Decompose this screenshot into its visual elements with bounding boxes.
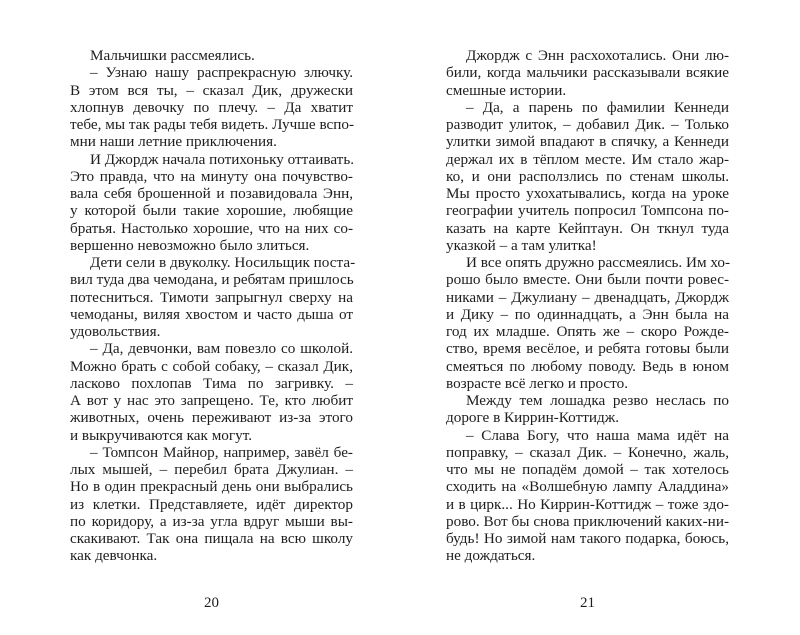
text-line: Дети сели в двуколку. Носильщик поста- — [90, 254, 356, 271]
text-line: что мы не попадём домой – так хотелось — [446, 461, 729, 478]
text-line: возрасте всё легко и просто. — [446, 374, 629, 392]
text-line: – Узнаю нашу распрекрасную злючку. — [90, 64, 353, 82]
text-line: А вот у нас это запрещено. Те, кто любит — [70, 392, 353, 409]
paragraph — [70, 151, 353, 255]
page-number-right: 21 — [580, 595, 595, 611]
paragraph — [70, 254, 356, 340]
text-line: – Да, а парень по фамилии Кеннеди — [466, 98, 729, 116]
left-page-text — [70, 47, 356, 565]
text-line: животных, очень переживают из-за этого — [70, 409, 353, 427]
text-line: и в цирк... Но Киррин-Коттидж – тоже здо- — [446, 495, 729, 513]
text-line: вала себя брошенной и позавидовала Энн, — [70, 185, 353, 202]
text-line: скакивают. Так она пищала на всю школу — [70, 530, 353, 547]
text-line: держал их в тёплом месте. Им стало жар- — [446, 150, 729, 168]
page-number-left: 20 — [204, 595, 219, 611]
text-line: ство, время весёлое, и ребята готовы были — [446, 340, 729, 358]
text-line: – Томпсон Майнор, например, завёл бе- — [90, 443, 353, 461]
text-line: вил туда два чемодана, и ребятам пришлось — [70, 271, 354, 289]
text-line: удовольствия. — [70, 323, 161, 340]
text-line: Мальчишки рассмеялись. — [90, 47, 255, 64]
text-line: разводит улиток, – добавил Дик. – Только — [446, 116, 729, 133]
text-line: Мы просто ухохатывались, когда на уроке — [446, 185, 729, 202]
text-line: чемоданы, виляя хвостом и часто дыша от — [70, 305, 353, 323]
text-line: и выкручиваются как могут. — [70, 426, 253, 444]
text-line: ласково похлопав Тима по загривку. – — [70, 374, 353, 392]
text-line: И все опять дружно рассмеялись. Им хо- — [466, 254, 731, 271]
text-line: Но в один прекрасный день они выбрались — [70, 478, 353, 496]
text-line: Между тем лошадка резво неслась по — [466, 392, 729, 409]
text-line: у которой были такие хорошие, любящие — [70, 202, 353, 220]
text-line: как девчонка. — [70, 547, 158, 565]
text-line: потесниться. Тимоти запрыгнул сверху на — [70, 288, 353, 306]
text-line: поправку, – сказал Дик. – Конечно, жаль, — [446, 443, 729, 461]
text-line: рово. Вот бы снова приключений каких-ни- — [446, 512, 729, 530]
text-line: дороге в Киррин-Коттидж. — [446, 409, 619, 427]
text-line: указкой – а там улитка! — [446, 236, 597, 254]
text-line: – Да, девчонки, вам повезло со школой. — [90, 340, 353, 358]
text-line: не дождаться. — [446, 547, 536, 565]
text-line: и Дику – по одиннадцать, а Энн была на — [446, 305, 729, 323]
text-line: географии учитель попросил Томпсона по- — [446, 202, 729, 220]
paragraph — [446, 254, 729, 392]
text-line: братья. Настолько хорошие, что на них со- — [70, 219, 353, 237]
paragraph — [446, 392, 729, 427]
paragraph — [446, 427, 729, 565]
text-line: мни наши летние приключения. — [70, 133, 277, 151]
text-line: вершенно невозможно было злиться. — [70, 236, 310, 254]
text-line: по коридору, а из-за угла вдруг мыши вы- — [70, 512, 353, 530]
text-line: год их младше. Опять же – скоро Рожде- — [446, 323, 729, 340]
text-line: сходить на «Волшебную лампу Аладдина» — [446, 478, 729, 496]
paragraph — [446, 99, 729, 254]
text-line: В этом вся ты, – сказал Дик, дружески — [70, 81, 353, 99]
text-line: смешные истории. — [446, 81, 567, 99]
text-line: будь! Но зимой нам такого подарка, боюсь, — [446, 530, 729, 547]
paragraph — [70, 64, 353, 150]
right-page-text — [446, 47, 729, 565]
text-line: казать на карте Кейптаун. Он ткнул туда — [446, 219, 729, 237]
text-line: Можно брать с собой собаку, – сказал Дик, — [70, 357, 353, 375]
text-line: смеяться по любому поводу. Ведь в юном — [446, 357, 729, 375]
text-line: Это правда, что на минуту она почувство- — [70, 167, 353, 185]
text-line: били, когда мальчики рассказывали всякие — [446, 64, 729, 82]
paragraph — [70, 340, 353, 444]
paragraph — [70, 47, 353, 64]
text-line: тебе, мы так рады тебя видеть. Лучше вспо- — [70, 116, 355, 133]
text-line: И Джордж начала потихоньку оттаивать. — [90, 150, 355, 168]
text-line: из клетки. Представляете, идёт директор — [70, 495, 353, 513]
paragraph — [70, 444, 353, 565]
text-line: рошо было вместе. Они были почти ровес- — [446, 271, 729, 289]
text-line: Джордж с Энн расхохотались. Они лю- — [466, 47, 729, 64]
text-line: хлопнув девочку по плечу. – Да хватит — [70, 98, 353, 116]
text-line: никами – Джулиану – двенадцать, Джордж — [446, 288, 729, 306]
text-line: ко, и они расползлись по стенам школы. — [446, 167, 729, 185]
text-line: – Слава Богу, что наша мама идёт на — [466, 426, 729, 444]
text-line: лых мышей, – перебил брата Джулиан. – — [70, 461, 353, 478]
text-line: улитки зимой впадают в спячку, а Кеннеди — [446, 133, 729, 151]
paragraph — [446, 47, 729, 99]
